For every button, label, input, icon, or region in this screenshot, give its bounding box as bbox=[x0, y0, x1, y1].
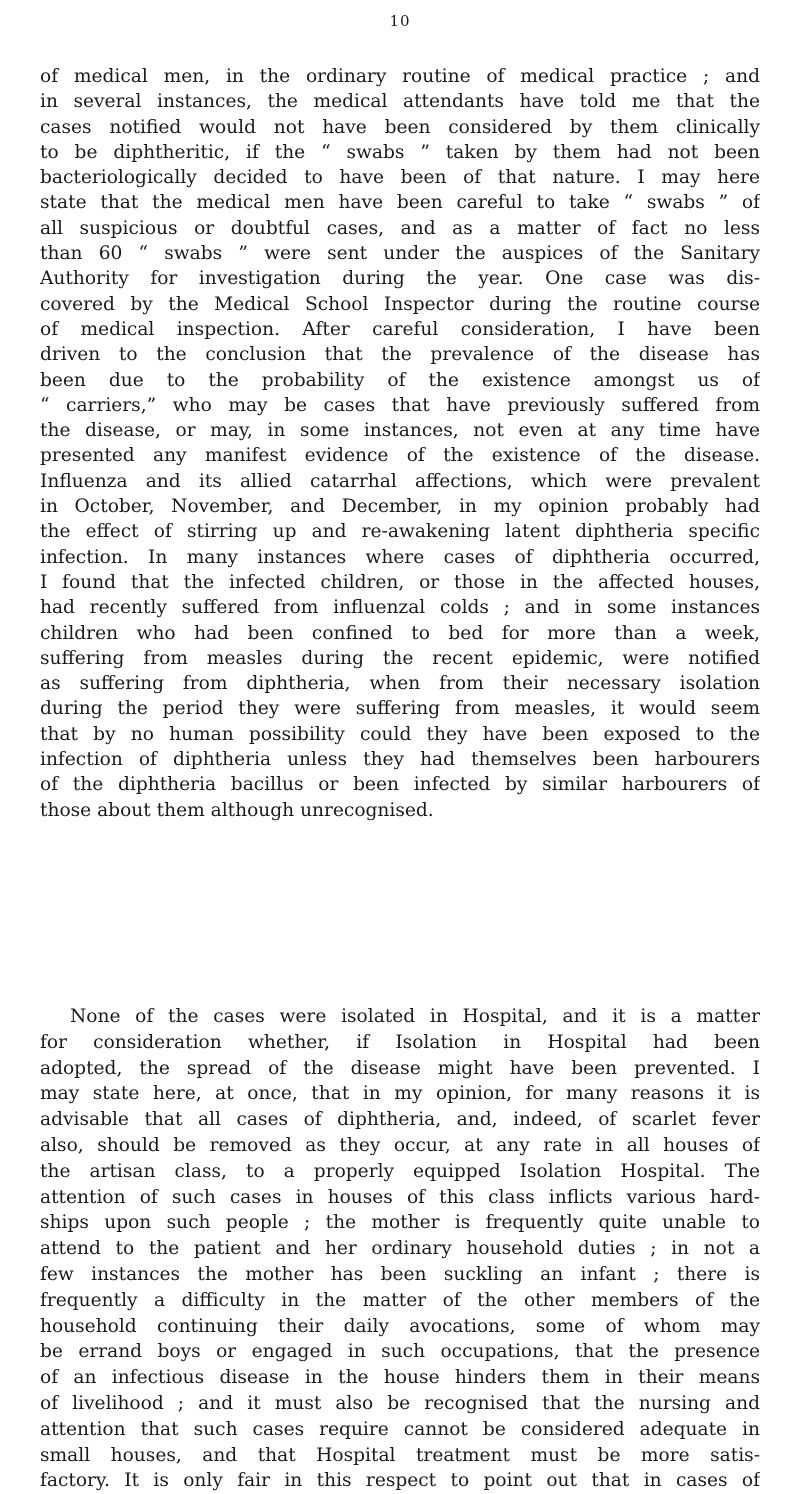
text-line: few instances the mother has been suckling an infant ; there is bbox=[40, 1263, 760, 1285]
text-line: of medical men, in the ordinary routine of medical practice ; and bbox=[40, 66, 760, 87]
text-line: bacteriologically decided to have been of that nature. I may here bbox=[40, 167, 760, 189]
text-line: of medical inspection. After careful consideration, I have been bbox=[40, 318, 760, 340]
text-line: adopted, the spread of the disease might have been prevented. I bbox=[40, 1057, 760, 1079]
text-line: had recently suffered from influenzal colds ; and in some instances bbox=[40, 597, 760, 619]
text-line: in October, November, and December, in my opinion probably had bbox=[40, 496, 760, 518]
text-line: that by no human possibility could they have been exposed to the bbox=[40, 723, 760, 745]
text-line: children who had been confined to bed for more than a week, bbox=[40, 622, 760, 644]
text-line: than 60 “ swabs ” were sent under the auspices of the Sanitary bbox=[40, 243, 760, 265]
text-line: factory. It is only fair in this respect to point out that in cases of bbox=[40, 1470, 760, 1492]
text-line: the artisan class, to a properly equipped Isolation Hospital. The bbox=[40, 1160, 760, 1182]
text-line: in several instances, the medical attendants have told me that the bbox=[40, 91, 760, 113]
text-line: of livelihood ; and it must also be recognised that the nursing and bbox=[40, 1392, 760, 1414]
text-line: to be diphtheritic, if the “ swabs ” taken by them had not been bbox=[40, 141, 760, 163]
text-line: attend to the patient and her ordinary household duties ; in not a bbox=[40, 1238, 760, 1260]
page-number: 10 bbox=[389, 12, 411, 30]
text-line: covered by the Medical School Inspector during the routine course bbox=[40, 293, 760, 315]
text-line: also, should be removed as they occur, at any rate in all houses of bbox=[40, 1134, 760, 1156]
text-line: during the period they were suffering from measles, it would seem bbox=[40, 698, 760, 720]
text-line: infection. In many instances where cases of diphtheria occurred, bbox=[40, 546, 760, 568]
text-line: the disease, or may, in some instances, not even at any time have bbox=[40, 420, 760, 442]
text-line: driven to the conclusion that the prevalence of the disease has bbox=[40, 344, 760, 366]
text-line: all suspicious or doubtful cases, and as a matter of fact no less bbox=[40, 217, 760, 239]
text-line: household continuing their daily avocations, some of whom may bbox=[40, 1315, 760, 1337]
text-line: infection of diphtheria unless they had themselves been harbourers bbox=[40, 749, 760, 771]
text-line: presented any manifest evidence of the existence of the disease. bbox=[40, 445, 760, 467]
text-line: state that the medical men have been careful to take “ swabs ” of bbox=[40, 192, 760, 214]
text-line: Influenza and its allied catarrhal affections, which were prevalent bbox=[40, 470, 760, 492]
paragraph bbox=[40, 1004, 760, 1494]
text-line: for consideration whether, if Isolation in Hospital had been bbox=[40, 1031, 760, 1053]
text-line: ships upon such people ; the mother is frequently quite unable to bbox=[40, 1212, 760, 1234]
text-line: small houses, and that Hospital treatment must be more satis- bbox=[40, 1444, 760, 1466]
text-line: Authority for investigation during the year. One case was dis- bbox=[40, 268, 760, 290]
text-line: been due to the probability of the existence amongst us of bbox=[40, 369, 760, 391]
text-line: “ carriers,” who may be cases that have previously suffered from bbox=[40, 394, 760, 416]
text-line: of an infectious disease in the house hinders them in their means bbox=[40, 1367, 760, 1389]
text-line: be errand boys or engaged in such occupations, that the presence bbox=[40, 1341, 760, 1363]
text-line: attention that such cases require cannot be considered adequate in bbox=[40, 1418, 760, 1440]
text-line: frequently a difficulty in the matter of the other members of the bbox=[40, 1289, 760, 1311]
text-line: I found that the infected children, or those in the affected houses, bbox=[40, 571, 760, 593]
text-line: None of the cases were isolated in Hospital, and it is a matter bbox=[70, 1006, 760, 1027]
text-line: attention of such cases in houses of this class inflicts various hard- bbox=[40, 1186, 760, 1208]
text-line: those about them although unrecognised. bbox=[40, 799, 434, 821]
text-line: of the diphtheria bacillus or been infected by similar harbourers of bbox=[40, 774, 760, 796]
text-line: may state here, at once, that in my opinion, for many reasons it is bbox=[40, 1083, 760, 1105]
text-line: suffering from measles during the recent epidemic, were notified bbox=[40, 647, 760, 669]
text-line: advisable that all cases of diphtheria, and, indeed, of scarlet fever bbox=[40, 1109, 760, 1131]
text-line: the effect of stirring up and re-awakening latent diphtheria specific bbox=[40, 521, 760, 543]
text-line: as suffering from diphtheria, when from their necessary isolation bbox=[40, 673, 760, 695]
text-line: cases notified would not have been considered by them clinically bbox=[40, 116, 760, 138]
paragraph bbox=[40, 64, 760, 823]
